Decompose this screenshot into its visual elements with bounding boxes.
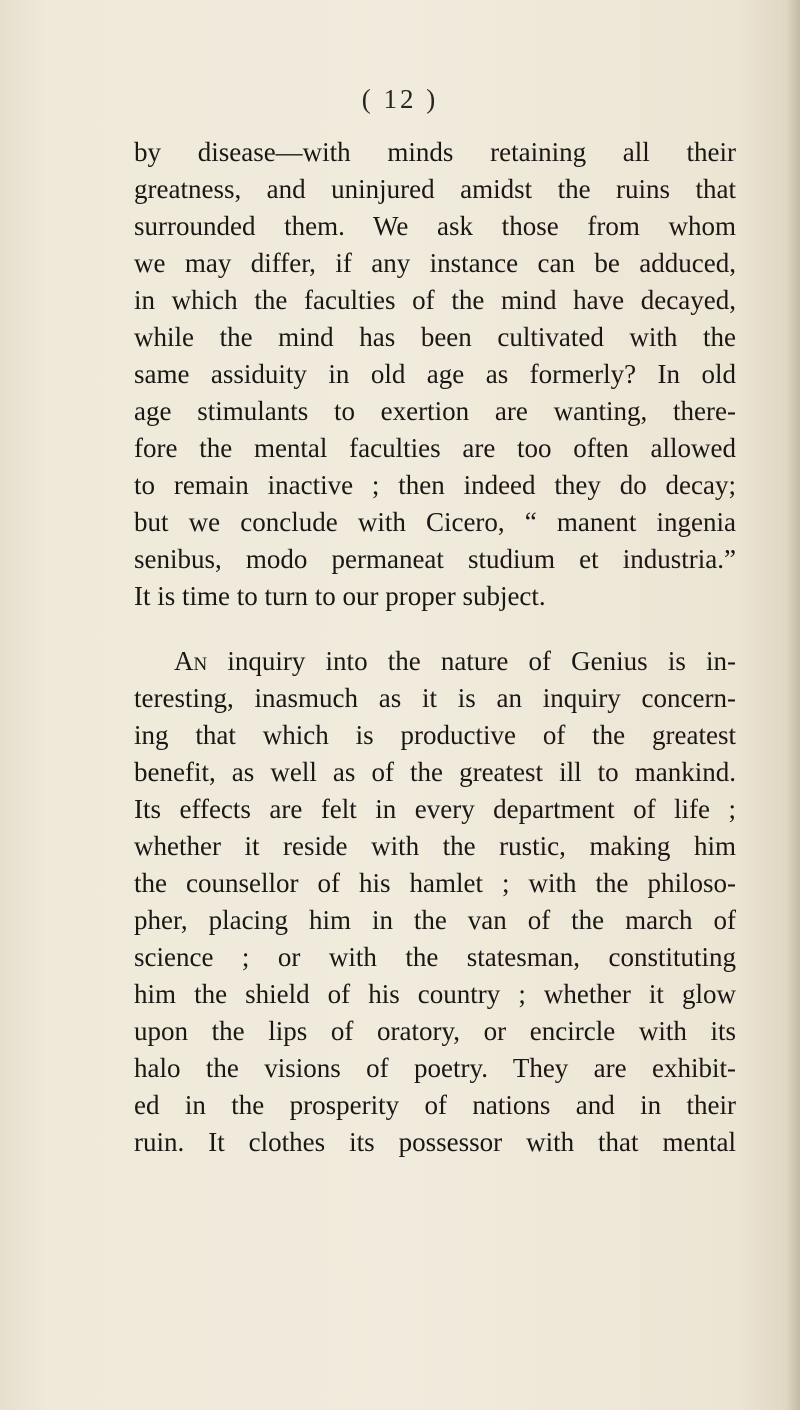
text-line: upon the lips of oratory, or encircle with its — [134, 1016, 736, 1046]
text-line: same assiduity in old age as formerly? In old — [134, 359, 736, 389]
text-line-first — [134, 643, 736, 680]
text-line: him the shield of his country ; whether it glow — [134, 979, 736, 1009]
text-line: halo the visions of poetry. They are exhibit- — [134, 1053, 736, 1083]
text-line: greatness, and uninjured amidst the ruins that — [134, 174, 736, 204]
text-line: surrounded them. We ask those from whom — [134, 211, 736, 241]
text-line: ed in the prosperity of nations and in their — [134, 1090, 736, 1120]
text-line: while the mind has been cultivated with the — [134, 322, 736, 352]
text-line: by disease—with minds retaining all their — [134, 137, 736, 167]
text-line: whether it reside with the rustic, making him — [134, 831, 736, 861]
text-line: to remain inactive ; then indeed they do decay; — [134, 470, 736, 500]
text-line: ing that which is productive of the greatest — [134, 720, 736, 750]
lead-word: An — [174, 646, 208, 676]
text-line: fore the mental faculties are too often allowed — [134, 433, 736, 463]
text-line: teresting, inasmuch as it is an inquiry concern- — [134, 683, 736, 713]
paragraph-gap — [134, 615, 736, 643]
text-line: science ; or with the statesman, constituting — [134, 942, 736, 972]
text-line: age stimulants to exertion are wanting, there- — [134, 396, 736, 426]
page-edge-shadow — [786, 0, 800, 1410]
text-line: pher, placing him in the van of the march of — [134, 905, 736, 935]
body-text — [134, 134, 736, 1161]
text-line: Its effects are felt in every department of life ; — [134, 794, 736, 824]
text-line: senibus, modo permaneat studium et industria.” — [134, 544, 736, 574]
text-line: we may differ, if any instance can be adduced, — [134, 248, 736, 278]
text-line: in which the faculties of the mind have decayed, — [134, 285, 736, 315]
paragraph-1 — [134, 134, 736, 615]
paragraph-2 — [134, 643, 736, 1161]
text-line: but we conclude with Cicero, “ manent ingenia — [134, 507, 736, 537]
text-line: It is time to turn to our proper subject. — [134, 581, 546, 611]
text-line: benefit, as well as of the greatest ill to mankind. — [134, 757, 736, 787]
lead-line-rest: inquiry into the nature of Genius is in- — [207, 646, 736, 676]
text-line: the counsellor of his hamlet ; with the philoso- — [134, 868, 736, 898]
page-number: ( 12 ) — [361, 84, 439, 114]
text-line: ruin. It clothes its possessor with that mental — [134, 1127, 736, 1157]
